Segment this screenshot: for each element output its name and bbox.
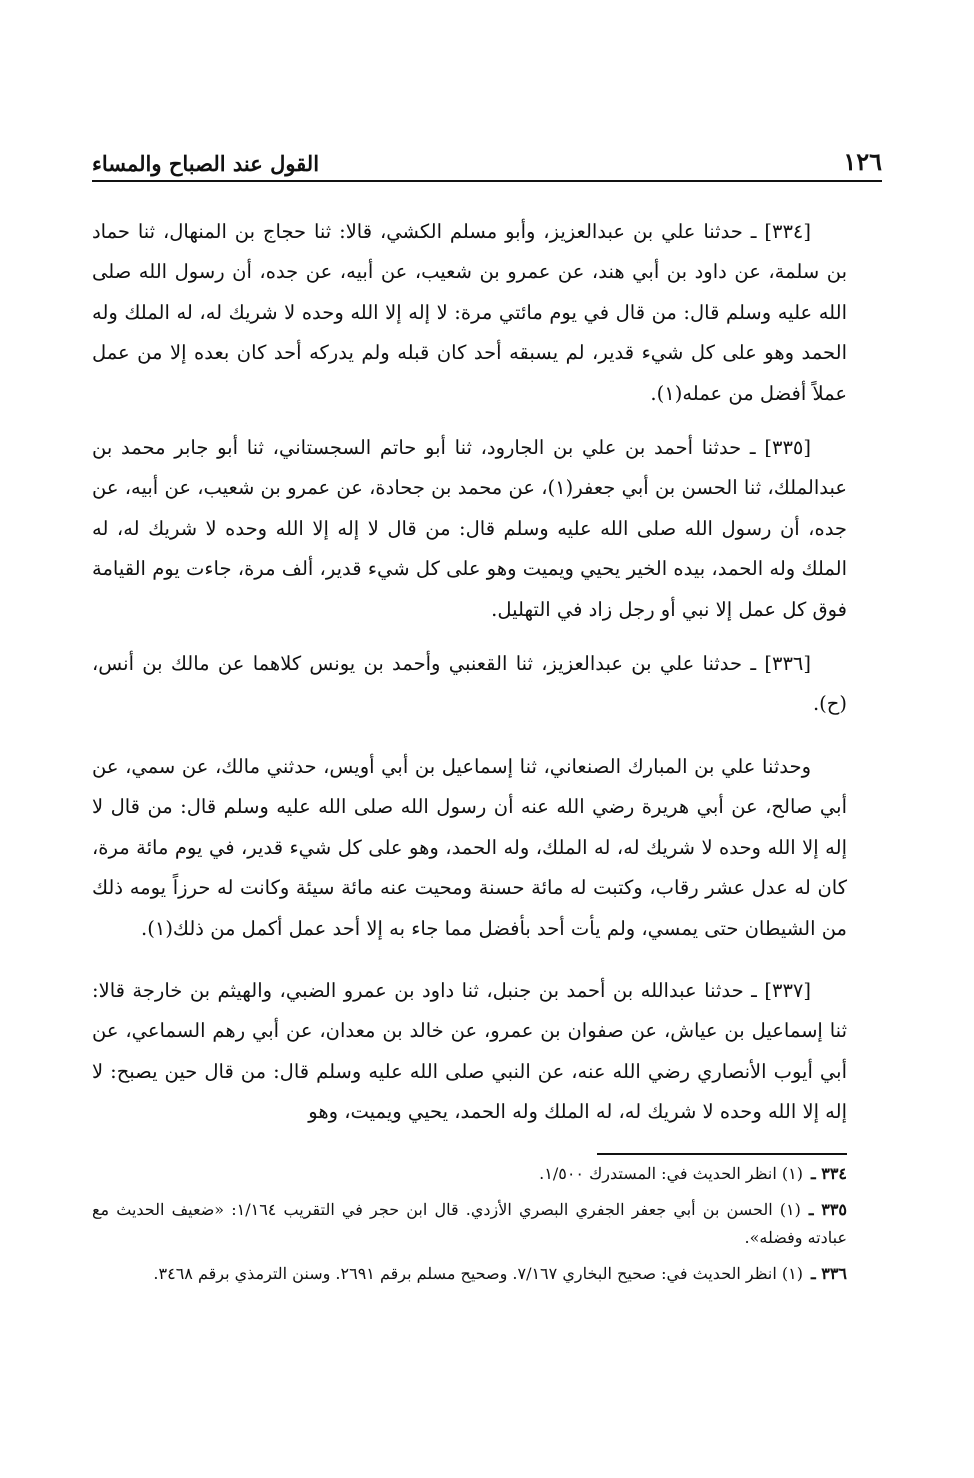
running-title: القول عند الصباح والمساء (92, 151, 320, 176)
footnote-335 (92, 1196, 847, 1252)
footnotes (92, 1160, 847, 1296)
footnote-number: ٣٣٥ ـ (808, 1200, 847, 1219)
hadith-336-second-chain: وحدثنا علي بن المبارك الصنعاني، ثنا إسماعيل بن أبي أويس، حدثني مالك، عن سمي، عن أبي صالح، عن أبي هريرة رضي الله عنه أن رسول الله صلى الله عليه وسلم قال: من قال لا إله إلا الله وحده لا شريك له، له الملك، وله الحمد، وهو على كل شيء قدير، في يوم مائة مرة، كان له عدل عشر رقاب، وكتبت له مائة حسنة ومحيت عنه مائة سيئة وكانت له حرزاً يومه ذلك من الشيطان حتى يمسي، ولم يأت أحد بأفضل مما جاء به إلا أحد عمل أكمل من ذلك(١). (92, 754, 847, 940)
hadith-337: [٣٣٧] ـ حدثنا عبدالله بن أحمد بن جنبل، ثنا داود بن عمرو الضبي، والهيثم بن خارجة قالا: ثنا إسماعيل بن عياش، عن صفوان بن عمرو، عن خالد بن معدان، عن أبي رهم السماعي، عن أبي أيوب الأنصاري رضي الله عنه، عن النبي صلى الله عليه وسلم قال: من قال حين يصبح: لا إله إلا الله وحده لا شريك له، له الملك وله الحمد، يحيي ويميت، وهو (92, 978, 847, 1124)
page-header (92, 140, 882, 182)
footnote-334 (92, 1160, 847, 1188)
footnote-text: (١) الحسن بن أبي جعفر الجفري البصري الأزدي. قال ابن حجر في التقريب ١/١٦٤: «ضعيف الحديث مع عبادته وفضله». (92, 1200, 847, 1247)
footnote-number: ٣٣٦ ـ (810, 1264, 847, 1283)
hadith-334: [٣٣٤] ـ حدثنا علي بن عبدالعزيز، وأبو مسلم الكشي، قالا: ثنا حجاج بن المنهال، ثنا حماد بن سلمة، عن داود بن أبي هند، عن عمرو بن شعيب، عن أبيه، عن جده، أن رسول الله صلى الله عليه وسلم قال: من قال في يوم مائتي مرة: لا إله إلا الله وحده لا شريك له، له الملك وله الحمد وهو على كل شيء قدير، لم يسبقه أحد كان قبله ولم يدركه أحد كان بعده إلا من عمل عملاً أفضل من عمله(١). (92, 220, 847, 405)
main-text (92, 212, 847, 1147)
footnote-number: ٣٣٤ ـ (810, 1164, 847, 1183)
page-number: ١٢٦ (843, 147, 882, 176)
hadith-335: [٣٣٥] ـ حدثنا أحمد بن علي بن الجارود، ثنا أبو حاتم السجستاني، ثنا أبو جابر محمد بن عبدالملك، ثنا الحسن بن أبي جعفر(١)، عن محمد بن جحادة، عن عمرو بن شعيب، عن أبيه، عن جده، أن رسول الله صلى الله عليه وسلم قال: من قال لا إله إلا الله وحده لا شريك له، له الملك وله الحمد، بيده الخير يحيي ويميت وهو على كل شيء قدير، ألف مرة، جاءت يوم القيامة فوق كل عمل إلا نبي أو رجل زاد في التهليل. (92, 436, 847, 621)
footnote-text: (١) انظر الحديث في: المستدرك ١/٥٠٠. (539, 1164, 803, 1183)
footnote-336 (92, 1260, 847, 1288)
footnote-separator (597, 1153, 847, 1155)
hadith-336: [٣٣٦] ـ حدثنا علي بن عبدالعزيز، ثنا القعنبي وأحمد بن يونس كلاهما عن مالك بن أنس، (ح). (92, 652, 847, 716)
footnote-text: (١) انظر الحديث في: صحيح البخاري ٧/١٦٧. وصحيح مسلم برقم ٢٦٩١. وسنن الترمذي برقم ٣٤٦٨. (153, 1264, 803, 1283)
